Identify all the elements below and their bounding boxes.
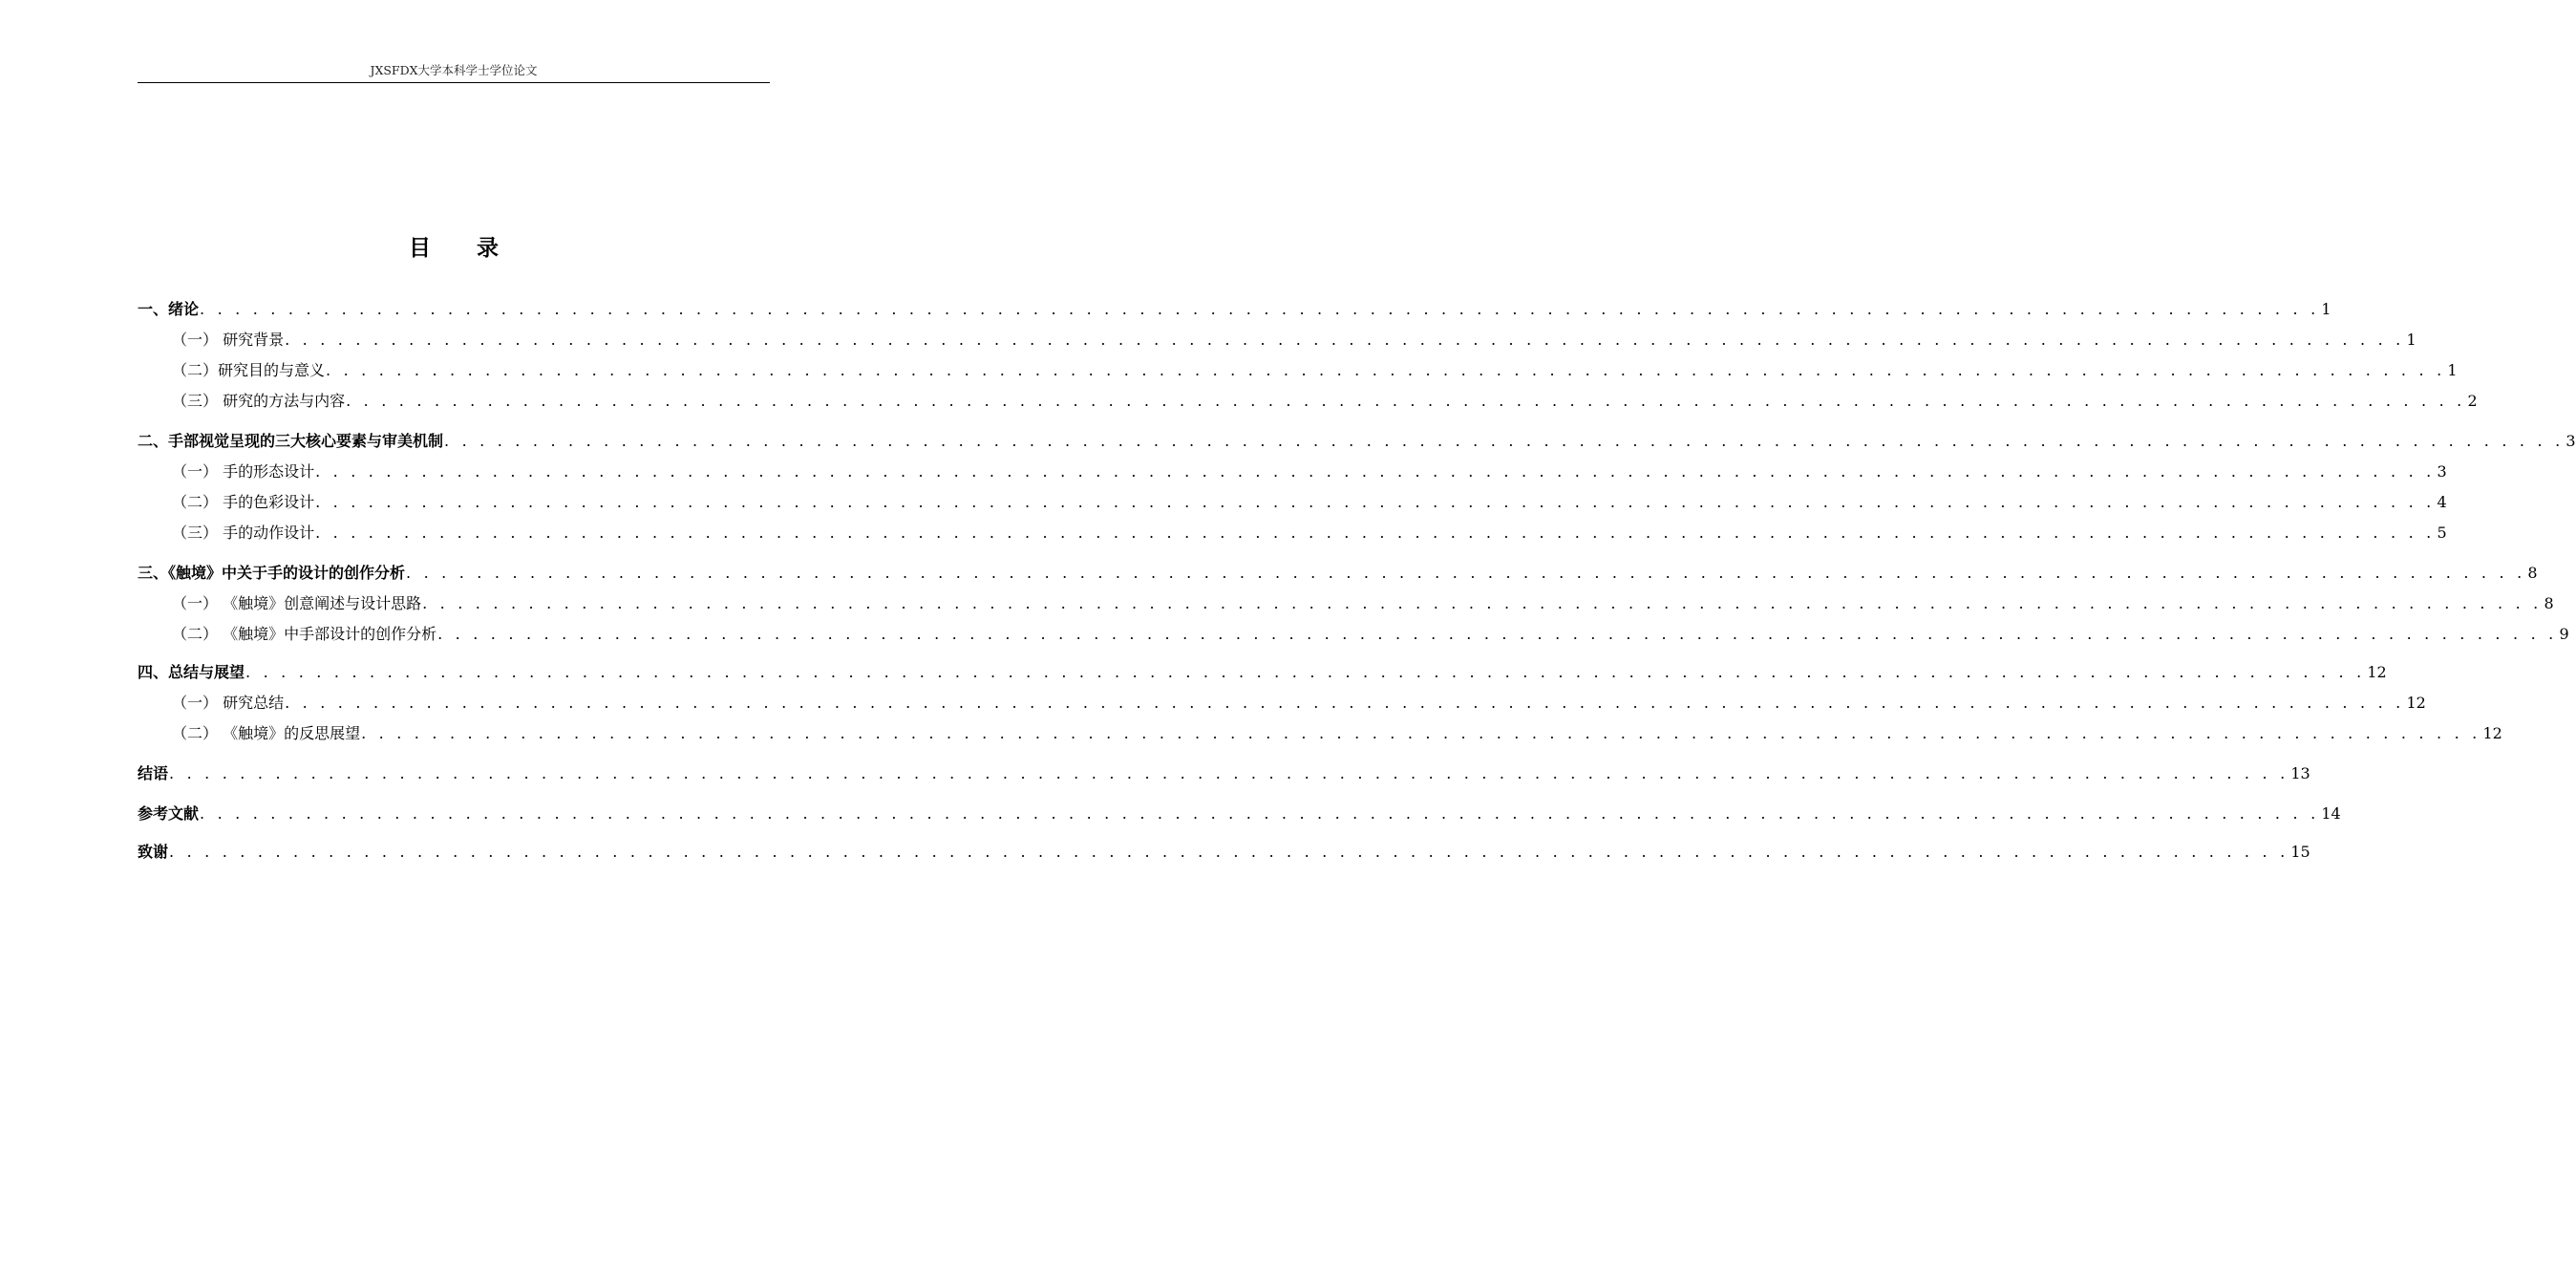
toc-entry-text: 一、绪论 xyxy=(138,300,200,318)
toc-entry-text: 二、手部视觉呈现的三大核心要素与审美机制 xyxy=(138,432,444,450)
toc-dot-leader: . . . . . . . . . . . . . . . . . . . . . . . . . . . . . . . . . . . . . . . . . . . . . . . . . . . . . . . . . . . . . . . . . . . . . . . . . . . . . . . . . . . . . . . . . . . . . . . . . . . . . . . . . . . . . . . . . . . . . . . . xyxy=(315,524,2436,542)
toc-dot-leader: . . . . . . . . . . . . . . . . . . . . . . . . . . . . . . . . . . . . . . . . . . . . . . . . . . . . . . . . . . . . . . . . . . . . . . . . . . . . . . . . . . . . . . . . . . . . . . . . . . . . . . . . . . . . . . . . . . . . . . . . xyxy=(245,663,2366,681)
toc-page-number: 2 xyxy=(2467,392,2478,410)
toc-entry-text: （一） 《触境》创意阐述与设计思路 xyxy=(172,594,422,612)
toc-dot-leader: . . . . . . . . . . . . . . . . . . . . . . . . . . . . . . . . . . . . . . . . . . . . . . . . . . . . . . . . . . . . . . . . . . . . . . . . . . . . . . . . . . . . . . . . . . . . . . . . . . . . . . . . . . . . . . . . . . . . . . . . xyxy=(285,331,2405,349)
toc-page-number: 14 xyxy=(2321,804,2341,823)
toc-entry-text: 参考文献 xyxy=(138,804,200,823)
toc-dot-leader: . . . . . . . . . . . . . . . . . . . . . . . . . . . . . . . . . . . . . . . . . . . . . . . . . . . . . . . . . . . . . . . . . . . . . . . . . . . . . . . . . . . . . . . . . . . . . . . . . . . . . . . . . . . . . . . . . . . . . . . . xyxy=(169,764,2289,782)
toc-chapter-entry[interactable] xyxy=(138,802,2341,825)
toc-entry-text: 致谢 xyxy=(138,843,169,861)
toc-dot-leader: . . . . . . . . . . . . . . . . . . . . . . . . . . . . . . . . . . . . . . . . . . . . . . . . . . . . . . . . . . . . . . . . . . . . . . . . . . . . . . . . . . . . . . . . . . . . . . . . . . . . . . . . . . . . . . . . . . . . . . . . xyxy=(361,724,2481,742)
toc-chapter-entry[interactable] xyxy=(138,430,2576,453)
toc-entry-text: （二）研究目的与意义 xyxy=(172,361,326,379)
toc-section-entry[interactable] xyxy=(172,491,2447,514)
toc-page-number: 15 xyxy=(2290,843,2310,861)
toc-dot-leader: . . . . . . . . . . . . . . . . . . . . . . . . . . . . . . . . . . . . . . . . . . . . . . . . . . . . . . . . . . . . . . . . . . . . . . . . . . . . . . . . . . . . . . . . . . . . . . . . . . . . . . . . . . . . . . . . . . . . . . . . xyxy=(444,432,2565,450)
toc-page-number: 12 xyxy=(2482,724,2502,742)
toc-page-number: 3 xyxy=(2565,432,2576,450)
toc-section-entry[interactable] xyxy=(172,522,2447,545)
toc-page-number: 1 xyxy=(2447,361,2458,379)
toc-chapter-entry[interactable] xyxy=(138,762,2310,785)
toc-entry-text: （一） 研究背景 xyxy=(172,331,285,349)
toc-chapter-entry[interactable] xyxy=(138,841,2310,864)
toc-dot-leader: . . . . . . . . . . . . . . . . . . . . . . . . . . . . . . . . . . . . . . . . . . . . . . . . . . . . . . . . . . . . . . . . . . . . . . . . . . . . . . . . . . . . . . . . . . . . . . . . . . . . . . . . . . . . . . . . . . . . . . . . xyxy=(346,392,2466,410)
running-header-title: JXSFDX大学本科学士学位论文 xyxy=(370,63,538,77)
toc-entry-text: （一） 研究总结 xyxy=(172,694,285,712)
toc-dot-leader: . . . . . . . . . . . . . . . . . . . . . . . . . . . . . . . . . . . . . . . . . . . . . . . . . . . . . . . . . . . . . . . . . . . . . . . . . . . . . . . . . . . . . . . . . . . . . . . . . . . . . . . . . . . . . . . . . . . . . . . . xyxy=(315,462,2436,481)
toc-page-number: 12 xyxy=(2367,663,2387,681)
toc-section-entry[interactable] xyxy=(172,460,2447,483)
toc-dot-leader: . . . . . . . . . . . . . . . . . . . . . . . . . . . . . . . . . . . . . . . . . . . . . . . . . . . . . . . . . . . . . . . . . . . . . . . . . . . . . . . . . . . . . . . . . . . . . . . . . . . . . . . . . . . . . . . . . . . . . . . . xyxy=(200,804,2320,823)
toc-dot-leader: . . . . . . . . . . . . . . . . . . . . . . . . . . . . . . . . . . . . . . . . . . . . . . . . . . . . . . . . . . . . . . . . . . . . . . . . . . . . . . . . . . . . . . . . . . . . . . . . . . . . . . . . . . . . . . . . . . . . . . . . xyxy=(326,361,2446,379)
toc-entry-text: 结语 xyxy=(138,764,169,782)
toc-dot-leader: . . . . . . . . . . . . . . . . . . . . . . . . . . . . . . . . . . . . . . . . . . . . . . . . . . . . . . . . . . . . . . . . . . . . . . . . . . . . . . . . . . . . . . . . . . . . . . . . . . . . . . . . . . . . . . . . . . . . . . . . xyxy=(315,493,2436,511)
toc-entry-text: 四、总结与展望 xyxy=(138,663,245,681)
toc-entry-text: （三） 手的动作设计 xyxy=(172,524,315,542)
toc-section-entry[interactable] xyxy=(172,623,2569,646)
running-header xyxy=(138,61,770,83)
toc-chapter-entry[interactable] xyxy=(138,661,2387,684)
toc-dot-leader: . . . . . . . . . . . . . . . . . . . . . . . . . . . . . . . . . . . . . . . . . . . . . . . . . . . . . . . . . . . . . . . . . . . . . . . . . . . . . . . . . . . . . . . . . . . . . . . . . . . . . . . . . . . . . . . . . . . . . . . . xyxy=(200,300,2320,318)
toc-title: 目录 xyxy=(409,236,544,261)
toc-chapter-entry[interactable] xyxy=(138,562,2538,585)
toc-page-number: 3 xyxy=(2437,462,2447,481)
toc-entry-text: （三） 研究的方法与内容 xyxy=(172,392,346,410)
toc-dot-leader: . . . . . . . . . . . . . . . . . . . . . . . . . . . . . . . . . . . . . . . . . . . . . . . . . . . . . . . . . . . . . . . . . . . . . . . . . . . . . . . . . . . . . . . . . . . . . . . . . . . . . . . . . . . . . . . . . . . . . . . . xyxy=(437,625,2558,643)
toc-entry-text: （二） 《触境》中手部设计的创作分析 xyxy=(172,625,437,643)
toc-chapter-entry[interactable] xyxy=(138,298,2331,321)
toc-dot-leader: . . . . . . . . . . . . . . . . . . . . . . . . . . . . . . . . . . . . . . . . . . . . . . . . . . . . . . . . . . . . . . . . . . . . . . . . . . . . . . . . . . . . . . . . . . . . . . . . . . . . . . . . . . . . . . . . . . . . . . . . xyxy=(422,594,2543,612)
toc-entry-text: 三、《触境》中关于手的设计的创作分析 xyxy=(138,564,406,582)
toc-section-entry[interactable] xyxy=(172,692,2426,715)
toc-section-entry[interactable] xyxy=(172,359,2458,382)
toc-section-entry[interactable] xyxy=(172,329,2416,352)
toc-page-number: 8 xyxy=(2527,564,2538,582)
toc-page-number: 5 xyxy=(2437,524,2447,542)
toc-page-number: 9 xyxy=(2559,625,2569,643)
toc-dot-leader: . . . . . . . . . . . . . . . . . . . . . . . . . . . . . . . . . . . . . . . . . . . . . . . . . . . . . . . . . . . . . . . . . . . . . . . . . . . . . . . . . . . . . . . . . . . . . . . . . . . . . . . . . . . . . . . . . . . . . . . . xyxy=(406,564,2526,582)
toc-entry-text: （一） 手的形态设计 xyxy=(172,462,315,481)
toc-page-number: 13 xyxy=(2290,764,2310,782)
toc-entry-text: （二） 《触境》的反思展望 xyxy=(172,724,361,742)
toc-page-number: 1 xyxy=(2321,300,2331,318)
toc-page-number: 12 xyxy=(2406,694,2426,712)
toc-entry-text: （二） 手的色彩设计 xyxy=(172,493,315,511)
toc-section-entry[interactable] xyxy=(172,592,2554,615)
toc-section-entry[interactable] xyxy=(172,390,2478,413)
toc-dot-leader: . . . . . . . . . . . . . . . . . . . . . . . . . . . . . . . . . . . . . . . . . . . . . . . . . . . . . . . . . . . . . . . . . . . . . . . . . . . . . . . . . . . . . . . . . . . . . . . . . . . . . . . . . . . . . . . . . . . . . . . . xyxy=(285,694,2405,712)
toc-dot-leader: . . . . . . . . . . . . . . . . . . . . . . . . . . . . . . . . . . . . . . . . . . . . . . . . . . . . . . . . . . . . . . . . . . . . . . . . . . . . . . . . . . . . . . . . . . . . . . . . . . . . . . . . . . . . . . . . . . . . . . . . xyxy=(169,843,2289,861)
toc-section-entry[interactable] xyxy=(172,722,2502,745)
toc-page-number: 8 xyxy=(2544,594,2554,612)
toc-page-number: 1 xyxy=(2406,331,2416,349)
toc-page-number: 4 xyxy=(2437,493,2447,511)
